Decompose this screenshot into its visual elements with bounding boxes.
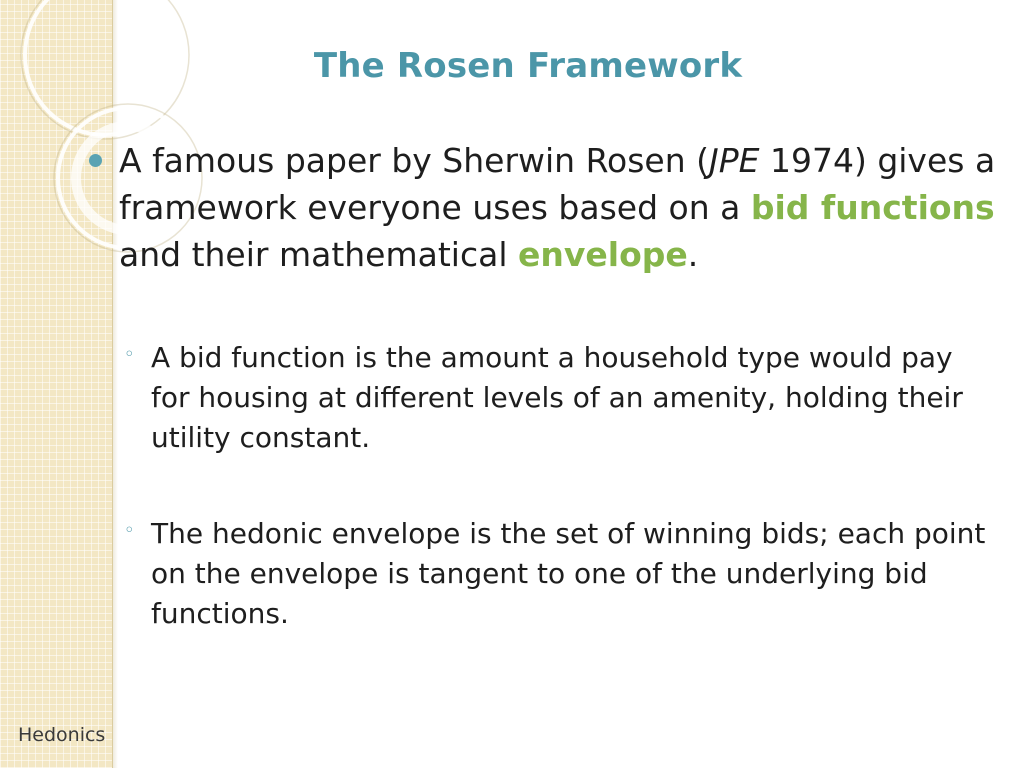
- sub-bullet-bid-function: A bid function is the amount a household type would pay for housing at different levels of an amenity, holding their utility constant.: [151, 341, 963, 454]
- highlight-bid-functions: bid functions: [750, 188, 995, 227]
- sub-bullet-mark: ◦: [124, 344, 135, 365]
- journal-name: JPE: [709, 141, 760, 180]
- main-bullet-text-2: 1974) gives a framework everyone uses based on a: [119, 141, 996, 227]
- slide-title: The Rosen Framework: [313, 46, 743, 86]
- main-bullet-text-3: and their mathematical: [119, 235, 518, 274]
- main-bullet: [119, 137, 999, 278]
- main-bullet-text-4: .: [687, 235, 699, 274]
- sub-bullet-mark: ◦: [124, 520, 135, 541]
- footer-label: Hedonics: [18, 724, 106, 746]
- bullet-dot: [89, 154, 102, 167]
- sub-bullet-hedonic-envelope: The hedonic envelope is the set of winning bids; each point on the envelope is tangent to one of the underlying bid functions.: [151, 517, 986, 630]
- highlight-envelope: envelope: [517, 235, 688, 274]
- main-bullet-text-1: A famous paper by Sherwin Rosen (: [119, 141, 709, 180]
